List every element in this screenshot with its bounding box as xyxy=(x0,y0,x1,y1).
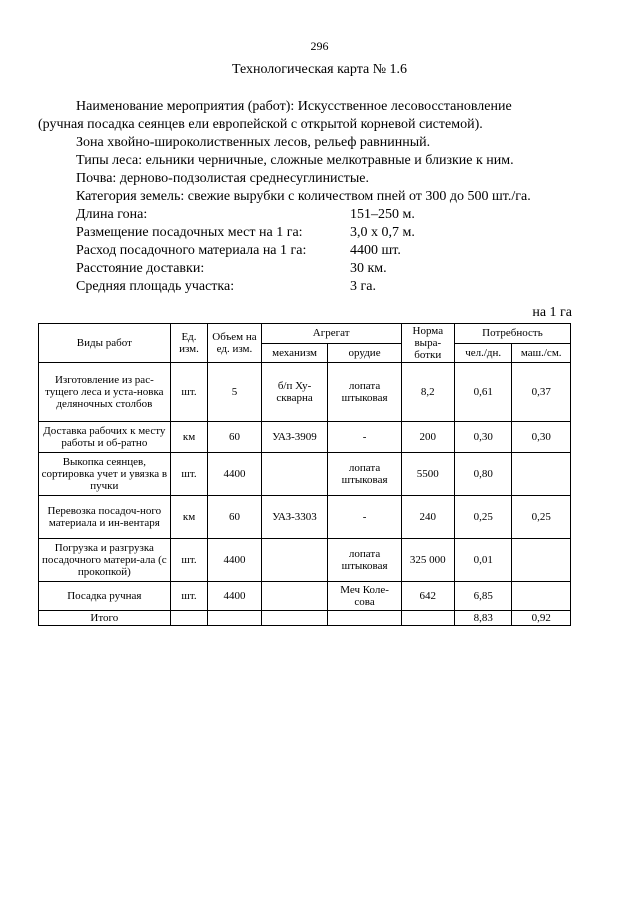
header-tool: орудие xyxy=(328,343,401,363)
cell-norm: 642 xyxy=(401,582,454,611)
param-label: Расстояние доставки: xyxy=(76,261,205,276)
header-aggregate: Агрегат xyxy=(261,324,401,344)
cell-mechanism xyxy=(261,582,328,611)
cell-man-days: 6,85 xyxy=(454,582,511,611)
cell-empty xyxy=(170,611,208,626)
cell-norm: 240 xyxy=(401,496,454,539)
cell-machine-shifts xyxy=(512,539,571,582)
header-mechanism: механизм xyxy=(261,343,328,363)
param-label: Длина гона: xyxy=(76,207,148,222)
param-row xyxy=(38,206,618,224)
param-label: Размещение посадочных мест на 1 га: xyxy=(76,225,303,240)
param-row xyxy=(38,260,618,278)
cell-unit: шт. xyxy=(170,539,208,582)
cell-volume: 60 xyxy=(208,496,261,539)
total-man-days: 8,83 xyxy=(454,611,511,626)
header-man-days: чел./дн. xyxy=(454,343,511,363)
cell-norm: 5500 xyxy=(401,453,454,496)
param-value: 3 га. xyxy=(350,279,376,294)
cell-norm: 8,2 xyxy=(401,363,454,422)
cell-man-days: 0,30 xyxy=(454,422,511,453)
param-label: Средняя площадь участка: xyxy=(76,279,235,294)
cell-mechanism: УАЗ-3303 xyxy=(261,496,328,539)
cell-work: Выкопка сеянцев, сортировка учет и увязка в пучки xyxy=(39,453,171,496)
cell-man-days: 0,25 xyxy=(454,496,511,539)
cell-volume: 4400 xyxy=(208,453,261,496)
param-value: 4400 шт. xyxy=(350,243,401,258)
total-row xyxy=(39,611,571,626)
total-label: Итого xyxy=(39,611,171,626)
intro-line: (ручная посадка сеянцев ели европейской с открытой корневой системой). xyxy=(38,117,483,132)
cell-empty xyxy=(401,611,454,626)
param-value: 3,0 х 0,7 м. xyxy=(350,225,415,240)
cell-machine-shifts: 0,25 xyxy=(512,496,571,539)
header-volume: Объем на ед. изм. xyxy=(208,324,261,363)
cell-unit: шт. xyxy=(170,453,208,496)
cell-mechanism: б/п Ху-скварна xyxy=(261,363,328,422)
cell-tool: лопата штыковая xyxy=(328,453,401,496)
param-label: Расход посадочного материала на 1 га: xyxy=(76,243,307,258)
cell-empty xyxy=(208,611,261,626)
cell-tool: лопата штыковая xyxy=(328,539,401,582)
param-value: 30 км. xyxy=(350,261,387,276)
intro-section xyxy=(38,98,618,296)
cell-man-days: 0,80 xyxy=(454,453,511,496)
table-row xyxy=(39,539,571,582)
cell-volume: 5 xyxy=(208,363,261,422)
cell-volume: 4400 xyxy=(208,539,261,582)
param-row xyxy=(38,278,618,296)
cell-machine-shifts xyxy=(512,453,571,496)
cell-mechanism xyxy=(261,539,328,582)
intro-line: Зона хвойно-широколиственных лесов, рельеф равнинный. xyxy=(76,135,431,150)
cell-work: Изготовление из рас-тущего леса и уста-новка деляночных столбов xyxy=(39,363,171,422)
header-need: Потребность xyxy=(454,324,570,344)
cell-unit: км xyxy=(170,422,208,453)
header-norm: Норма выра-ботки xyxy=(401,324,454,363)
unit-note: на 1 га xyxy=(532,305,572,320)
cell-tool: лопата штыковая xyxy=(328,363,401,422)
table-row xyxy=(39,496,571,539)
cell-tool: - xyxy=(328,496,401,539)
cell-machine-shifts xyxy=(512,582,571,611)
cell-norm: 200 xyxy=(401,422,454,453)
intro-line: Категория земель: свежие вырубки с количеством пней от 300 до 500 шт./га. xyxy=(76,189,531,204)
header-unit: Ед. изм. xyxy=(170,324,208,363)
table-row xyxy=(39,453,571,496)
cell-unit: км xyxy=(170,496,208,539)
cell-volume: 4400 xyxy=(208,582,261,611)
cell-empty xyxy=(328,611,401,626)
param-row xyxy=(38,224,618,242)
cell-man-days: 0,01 xyxy=(454,539,511,582)
intro-line: Типы леса: ельники черничные, сложные мелкотравные и близкие к ним. xyxy=(76,153,514,168)
cell-norm: 325 000 xyxy=(401,539,454,582)
page-number: 296 xyxy=(310,39,329,53)
cell-machine-shifts: 0,37 xyxy=(512,363,571,422)
cell-work: Доставка рабочих к месту работы и об-ратно xyxy=(39,422,171,453)
cell-mechanism: УАЗ-3909 xyxy=(261,422,328,453)
cell-volume: 60 xyxy=(208,422,261,453)
cell-work: Перевозка посадоч-ного материала и ин-вентаря xyxy=(39,496,171,539)
cell-man-days: 0,61 xyxy=(454,363,511,422)
cell-work: Погрузка и разгрузка посадочного матери-ала (с прокопкой) xyxy=(39,539,171,582)
tech-card-table xyxy=(38,323,571,626)
param-row xyxy=(38,242,618,260)
cell-machine-shifts: 0,30 xyxy=(512,422,571,453)
cell-mechanism xyxy=(261,453,328,496)
cell-unit: шт. xyxy=(170,582,208,611)
table-row xyxy=(39,422,571,453)
cell-tool: - xyxy=(328,422,401,453)
cell-empty xyxy=(261,611,328,626)
table-row xyxy=(39,363,571,422)
page-title: Технологическая карта № 1.6 xyxy=(231,62,408,77)
param-value: 151–250 м. xyxy=(350,207,415,222)
cell-work: Посадка ручная xyxy=(39,582,171,611)
total-machine-shifts: 0,92 xyxy=(512,611,571,626)
table-row xyxy=(39,582,571,611)
cell-tool: Меч Коле-сова xyxy=(328,582,401,611)
header-machine-shifts: маш./см. xyxy=(512,343,571,363)
intro-line: Наименование мероприятия (работ): Искусственное лесовосстановление xyxy=(76,99,512,114)
header-work: Виды работ xyxy=(39,324,171,363)
intro-line: Почва: дерново-подзолистая среднесуглинистые. xyxy=(76,171,370,186)
cell-unit: шт. xyxy=(170,363,208,422)
